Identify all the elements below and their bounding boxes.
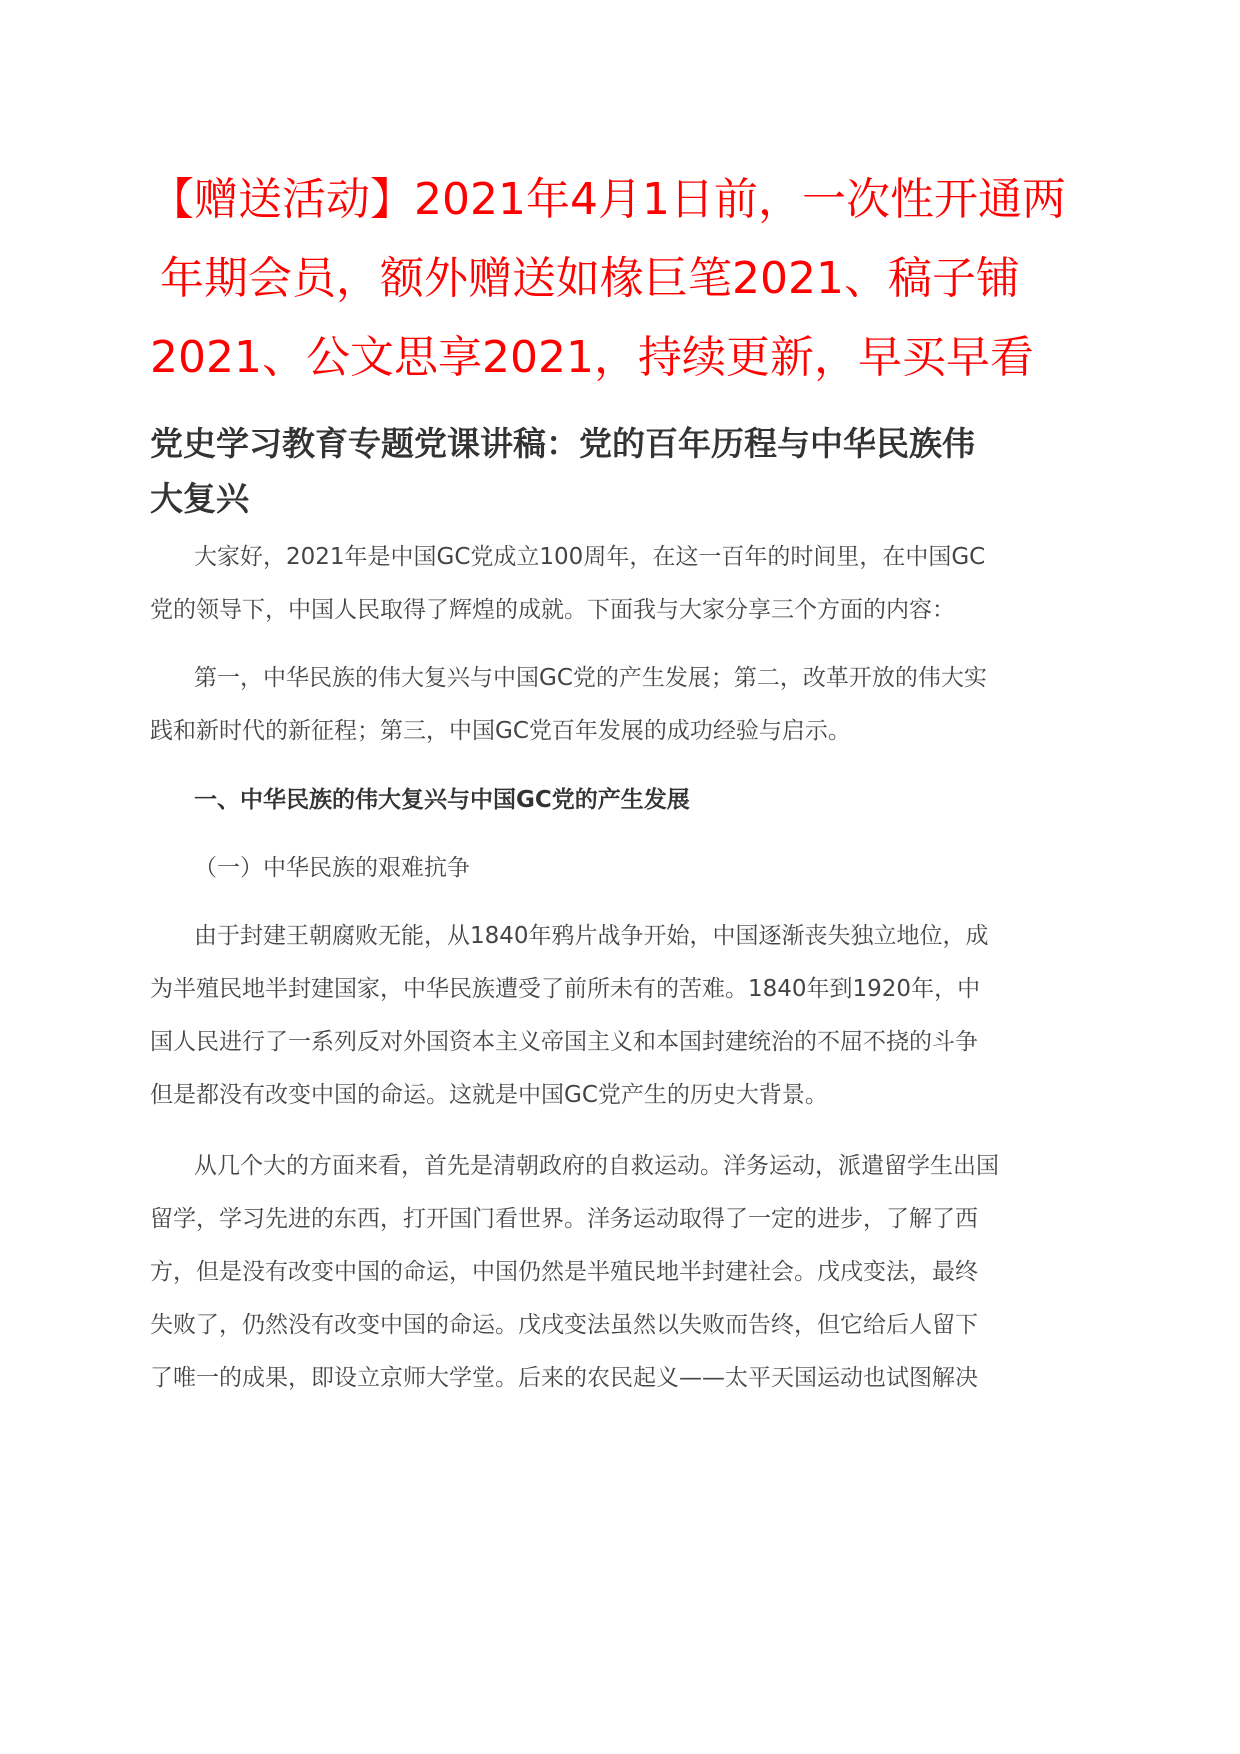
section-heading-text: 一、中华民族的伟大复兴与中国GC党的产生发展 xyxy=(194,787,690,813)
promo-line: 2021、公文思享2021，持续更新，早买早看 xyxy=(150,332,1034,383)
paragraph-line: 留学，学习先进的东西，打开国门看世界。洋务运动取得了一定的进步，了解了西 xyxy=(150,1206,978,1232)
paragraph-line: 国人民进行了一系列反对外国资本主义帝国主义和本国封建统治的不屈不挠的斗争 xyxy=(150,1029,978,1055)
paragraph-line: 但是都没有改变中国的命运。这就是中国GC党产生的历史大背景。 xyxy=(150,1082,828,1108)
promo-line: 【赠送活动】2021年4月1日前，一次性开通两 xyxy=(150,174,1066,225)
paragraph-line: 第一，中华民族的伟大复兴与中国GC党的产生发展；第二，改革开放的伟大实 xyxy=(194,665,987,691)
paragraph-background xyxy=(150,910,1050,1122)
paragraph-line: 方，但是没有改变中国的命运，中国仍然是半殖民地半封建社会。戊戌变法，最终 xyxy=(150,1259,978,1285)
paragraph-line: 党的领导下，中国人民取得了辉煌的成就。下面我与大家分享三个方面的内容： xyxy=(150,597,955,623)
document-title xyxy=(150,416,1050,526)
paragraph-outline xyxy=(150,652,1050,758)
paragraph-history xyxy=(150,1140,1050,1405)
promo-line: 年期会员，额外赠送如椽巨笔2021、稿子铺 xyxy=(160,253,1020,304)
title-line: 大复兴 xyxy=(150,479,249,518)
subsection-heading-text: （一）中华民族的艰难抗争 xyxy=(194,855,470,881)
paragraph-line: 践和新时代的新征程；第三，中国GC党百年发展的成功经验与启示。 xyxy=(150,718,851,744)
paragraph-line: 从几个大的方面来看，首先是清朝政府的自救运动。洋务运动，派遣留学生出国 xyxy=(194,1153,999,1179)
title-line: 党史学习教育专题党课讲稿：党的百年历程与中华民族伟 xyxy=(150,424,975,463)
paragraph-line: 了唯一的成果，即设立京师大学堂。后来的农民起义——太平天国运动也试图解决 xyxy=(150,1365,978,1391)
subsection-heading xyxy=(150,842,1050,895)
paragraph-line: 失败了，仍然没有改变中国的命运。戊戌变法虽然以失败而告终，但它给后人留下 xyxy=(150,1312,978,1338)
paragraph-intro xyxy=(150,531,1050,637)
paragraph-line: 为半殖民地半封建国家，中华民族遭受了前所未有的苦难。1840年到1920年，中 xyxy=(150,976,981,1002)
promo-banner xyxy=(150,160,1066,397)
section-heading xyxy=(150,774,1050,827)
paragraph-line: 由于封建王朝腐败无能，从1840年鸦片战争开始，中国逐渐丧失独立地位，成 xyxy=(194,923,989,949)
paragraph-line: 大家好，2021年是中国GC党成立100周年，在这一百年的时间里，在中国GC xyxy=(194,544,986,570)
